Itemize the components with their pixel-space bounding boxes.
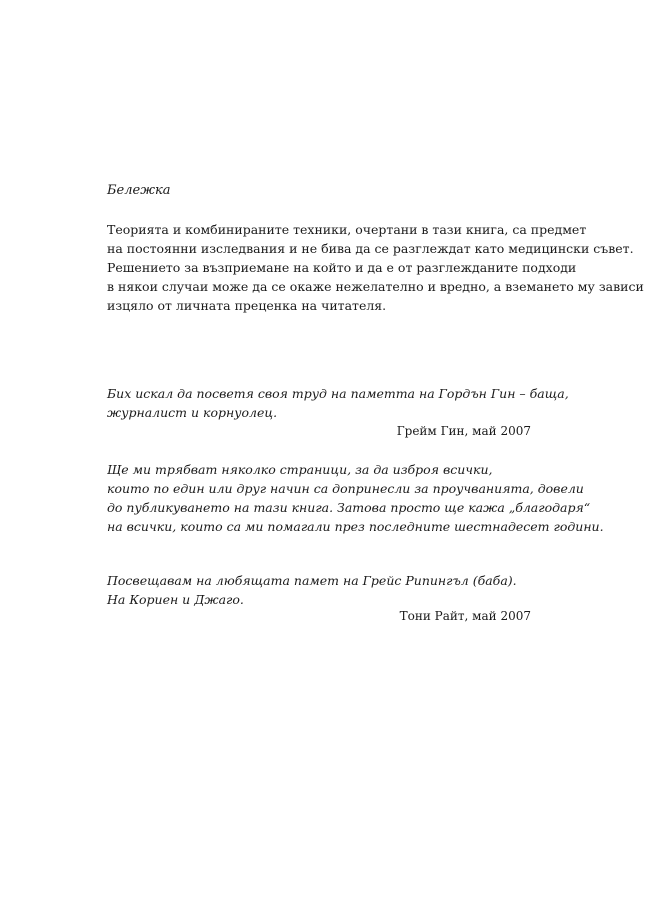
- acknowledgement-line: на всички, които са ми помагали през последните шестнадесет години.: [107, 519, 604, 534]
- signature-first-author: Грейм Гин, май 2007: [396, 424, 531, 438]
- note-line: Теорията и комбинираните техники, очертани в тази книга, са предмет: [107, 222, 587, 237]
- acknowledgement-line: Ще ми трябват няколко страници, за да изброя всички,: [107, 462, 493, 477]
- note-heading: Бележка: [107, 183, 171, 198]
- acknowledgement-line: които по един или друг начин са допринесли за проучванията, довели: [107, 481, 584, 496]
- acknowledgement-line: до публикуването на тази книга. Затова просто ще кажа „благодаря“: [107, 500, 591, 515]
- note-line: на постоянни изследвания и не бива да се разглеждат като медицински съвет.: [107, 241, 634, 256]
- dedication-line: Бих искал да посветя своя труд на паметта на Гордън Гин – баща,: [107, 386, 569, 401]
- dedication-second-author: [107, 571, 552, 609]
- note-line: изцяло от личната преценка на читателя.: [107, 298, 387, 313]
- note-body: [107, 220, 644, 315]
- dedication-line: журналист и корнуолец.: [107, 405, 278, 420]
- dedication-line: Посвещавам на любящата памет на Грейс Рипингъл (баба).: [107, 573, 517, 588]
- acknowledgements: [107, 460, 604, 536]
- dedication-first-author: [107, 384, 569, 422]
- note-line: в някои случаи може да се окаже нежелателно и вредно, а вземането му зависи: [107, 279, 644, 294]
- dedication-line: На Кориен и Джаго.: [107, 592, 244, 607]
- signature-second-author: Тони Райт, май 2007: [399, 609, 531, 623]
- note-line: Решението за възприемане на който и да е от разглежданите подходи: [107, 260, 577, 275]
